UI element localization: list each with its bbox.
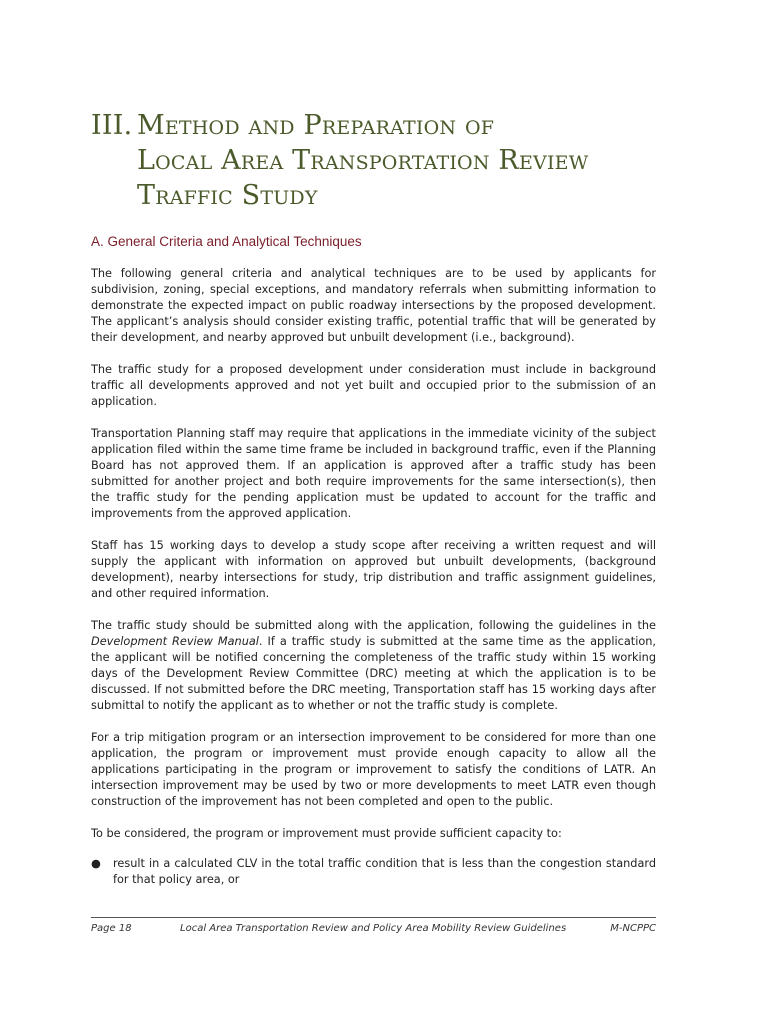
paragraph-vicinity-applications: Transportation Planning staff may require that applications in the immediate vicinity of the subject application filed within the same time frame be included in background traffic, even if the Planning Board has not approved them. If an application is approved after a traffic study has been submitted for another project and both require improvements for the same intersection(s), then the traffic study for the pending application must be updated to account for the traffic and improvements from the approved application. [91, 427, 656, 520]
paragraph-general-criteria: The following general criteria and analytical techniques are to be used by applicants for subdivision, zoning, special exceptions, and mandatory referrals when submitting information to demonstrate the expected impact on public roadway intersections by the proposed development. The applicant’s analysis should consider existing traffic, potential traffic that will be generated by their development, and nearby approved but unbuilt development (i.e., background). [91, 267, 656, 344]
footer-page-number: Page 18 [91, 923, 132, 934]
development-review-manual-title: Development Review Manual [91, 635, 259, 648]
page-footer [91, 917, 656, 937]
chapter-title-line: Method and Preparation of [137, 110, 495, 141]
paragraph-capacity-intro: To be considered, the program or improvement must provide sufficient capacity to: [91, 827, 562, 840]
submission-text-after: . If a traffic study is submitted at the same time as the application, the applicant will be notified concerning the completeness of the traffic study within 15 working days of the Development Review Committee (DRC) meeting at which the application is to be discussed. If not submitted before the DRC meeting, Transportation staff has 15 working days after submittal to notify the applicant as to whether or not the traffic study is complete. [91, 635, 656, 712]
bullet-text: result in a calculated CLV in the total traffic condition that is less than the congestion standard for that policy area, or [113, 857, 656, 886]
chapter-title-line: Traffic Study [137, 180, 318, 211]
paragraph-study-scope: Staff has 15 working days to develop a study scope after receiving a written request and will supply the applicant with information on approved but unbuilt developments, (background development), nearby intersections for study, trip distribution and traffic assignment guidelines, and other required information. [91, 539, 656, 600]
bullet-item [91, 856, 656, 888]
paragraph-background-traffic: The traffic study for a proposed development under consideration must include in background traffic all developments approved and not yet built and occupied prior to the submission of an application. [91, 363, 656, 408]
section-heading: A. General Criteria and Analytical Techniques [91, 234, 362, 249]
paragraph-trip-mitigation: For a trip mitigation program or an intersection improvement to be considered for more than one application, the program or improvement must provide enough capacity to allow all the applications participating in the program or improvement to satisfy the conditions of LATR. An intersection improvement may be used by two or more developments to meet LATR even though construction of the improvement has not been completed and open to the public. [91, 731, 656, 808]
chapter-title-lines [137, 108, 651, 213]
paragraph-submission [91, 618, 656, 714]
chapter-number: III. [91, 110, 133, 141]
chapter-title-line: Local Area Transportation Review [137, 145, 589, 176]
submission-text-before: The traffic study should be submitted along with the application, following the guidelines in the [91, 619, 656, 632]
footer-organization: M-NCPPC [610, 923, 656, 934]
footer-document-title: Local Area Transportation Review and Policy Area Mobility Review Guidelines [180, 923, 567, 934]
body-text [91, 266, 656, 888]
bullet-dot-icon: ● [91, 857, 101, 870]
